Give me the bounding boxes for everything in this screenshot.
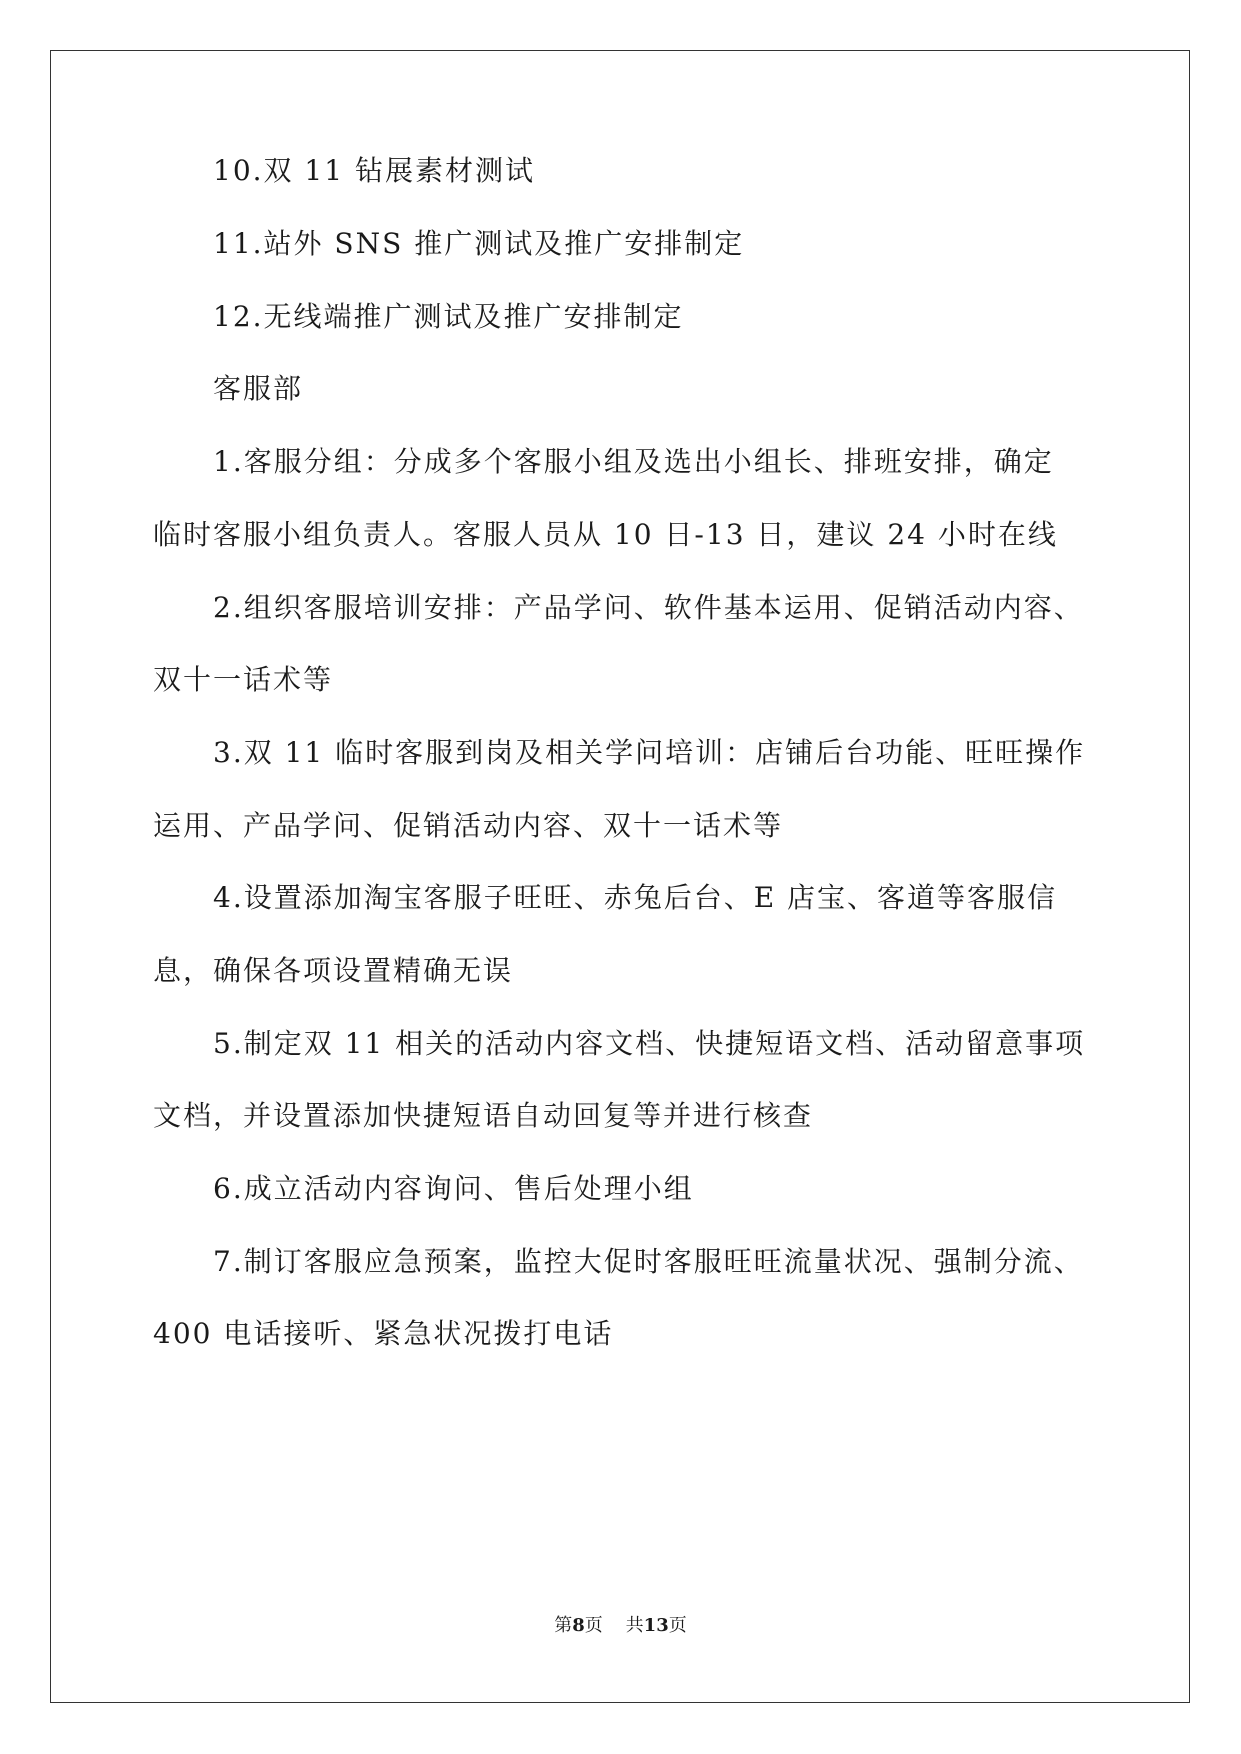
paragraph-4-line-2: 息，确保各项设置精确无误	[153, 954, 514, 987]
page-number-footer	[0, 1614, 1241, 1638]
paragraph-7-line-2: 400 电话接听、紧急状况拨打电话	[153, 1317, 614, 1350]
paragraph-4-line-1: 4.设置添加淘宝客服子旺旺、赤兔后台、E 店宝、客道等客服信	[213, 881, 1058, 914]
current-page-number: 8	[572, 1615, 585, 1636]
paragraph-5-line-2: 文档，并设置添加快捷短语自动回复等并进行核查	[153, 1099, 814, 1132]
paragraph-3-line-1: 3.双 11 临时客服到岗及相关学问培训：店铺后台功能、旺旺操作	[213, 736, 1086, 769]
paragraph-3-line-2: 运用、产品学问、促销活动内容、双十一话术等	[153, 809, 784, 842]
page-suffix: 页	[584, 1615, 603, 1636]
list-item-12: 12.无线端推广测试及推广安排制定	[213, 300, 684, 333]
list-item-10: 10.双 11 钻展素材测试	[213, 154, 535, 187]
section-heading: 客服部	[213, 372, 304, 405]
paragraph-1-line-1: 1.客服分组：分成多个客服小组及选出小组长、排班安排，确定	[213, 445, 1054, 478]
paragraph-5-line-1: 5.制定双 11 相关的活动内容文档、快捷短语文档、活动留意事项	[213, 1027, 1086, 1060]
total-page-count: 13	[643, 1615, 669, 1636]
paragraph-2-line-2: 双十一话术等	[153, 663, 334, 696]
page-prefix: 第	[554, 1615, 573, 1636]
paragraph-2-line-1: 2.组织客服培训安排：产品学问、软件基本运用、促销活动内容、	[213, 591, 1084, 624]
paragraph-6-line-1: 6.成立活动内容询问、售后处理小组	[213, 1172, 694, 1205]
paragraph-7-line-1: 7.制订客服应急预案，监控大促时客服旺旺流量状况、强制分流、	[213, 1245, 1084, 1278]
total-prefix: 共	[625, 1615, 644, 1636]
paragraph-1-line-2: 临时客服小组负责人。客服人员从 10 日-13 日，建议 24 小时在线	[153, 518, 1058, 551]
total-suffix: 页	[668, 1615, 687, 1636]
list-item-11: 11.站外 SNS 推广测试及推广安排制定	[213, 227, 745, 260]
